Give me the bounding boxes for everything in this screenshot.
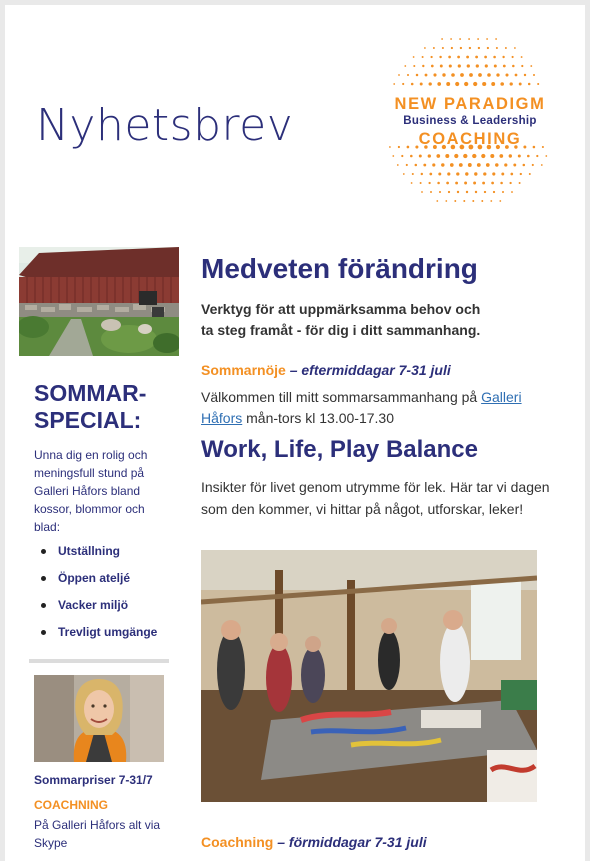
logo-dot (511, 191, 513, 193)
logo-dot (439, 56, 441, 58)
logo-dot (438, 173, 441, 176)
logo-dot (504, 163, 507, 166)
logo-dot (430, 56, 432, 58)
logo-dot (545, 155, 547, 157)
work-life-play-heading: Work, Life, Play Balance (201, 436, 478, 463)
logo-dot (496, 47, 498, 49)
logo-dot (449, 64, 452, 67)
logo-dot (475, 56, 478, 59)
logo-dot (518, 155, 521, 158)
logo-dot (445, 200, 447, 202)
logo-dot (403, 173, 405, 175)
logo-dot (422, 56, 424, 58)
logo-dot (501, 173, 504, 176)
logo-line-1: NEW PARADIGM (394, 95, 546, 113)
logo-dot (407, 74, 409, 76)
logo-dot (466, 56, 469, 59)
logo-dot (446, 82, 450, 86)
logo-dot (532, 164, 534, 166)
coachning-label: Coachning (201, 834, 274, 850)
summer-price-label: Sommarpriser 7-31/7 (34, 773, 153, 787)
logo-dot (430, 191, 432, 193)
logo-dot (486, 38, 488, 40)
logo-dot (473, 182, 476, 185)
main-heading: Medveten förändring (201, 253, 478, 284)
logo-dot (429, 82, 432, 85)
logo-dot (433, 47, 435, 49)
logo-dot (441, 163, 444, 166)
list-item: Utställning (34, 542, 157, 569)
logo-dot (512, 56, 514, 58)
work-life-play-paragraph: Insikter för livet genom utrymme för lek. Här tar vi dagen som den kommer, vi hittar på något, utforskar, leker! (201, 479, 550, 517)
logo-dot (436, 200, 438, 202)
logo-dot (421, 191, 423, 193)
logo-dot (469, 47, 471, 49)
logo-dot (457, 191, 459, 193)
logo-dot (450, 163, 454, 167)
lead-line-2: ta steg framåt - för dig i ditt sammanhang. (201, 322, 481, 338)
logo-dot (521, 65, 523, 67)
logo-dot (521, 56, 523, 58)
coachning-subheading (201, 834, 427, 850)
logo-dot (500, 82, 504, 86)
logo-dot (392, 155, 394, 157)
sommar-special-line-1: SOMMAR- (34, 380, 147, 406)
logo-dot (459, 38, 461, 40)
logo-dot (425, 74, 428, 77)
logo-dot (490, 154, 494, 158)
logo-dot (519, 182, 521, 184)
logo-line-3: COACHING (418, 130, 522, 148)
coach-portrait (34, 675, 164, 762)
logo-dot (491, 182, 494, 185)
logo-dot (432, 163, 435, 166)
logo-dot (529, 173, 531, 175)
logo-dot (505, 73, 508, 76)
logo-dot (533, 74, 535, 76)
logo-dot (473, 82, 477, 86)
logo-dot (537, 83, 539, 85)
sidebar-divider (29, 659, 169, 663)
logo-dot (436, 154, 440, 158)
logo-dot (411, 182, 413, 184)
logo-dot (441, 38, 443, 40)
logo-dot (477, 38, 479, 40)
logo-dot (541, 164, 543, 166)
logo-dot (475, 191, 477, 193)
logo-dot (455, 182, 458, 185)
logo-dot (512, 65, 515, 68)
logo-dot (401, 155, 403, 157)
list-item: Trevligt umgänge (34, 623, 157, 650)
newsletter-sheet (5, 5, 585, 861)
logo-dot (412, 173, 414, 175)
logo-dot (448, 191, 450, 193)
logo-dot (496, 73, 499, 76)
logo-dot (393, 83, 395, 85)
logo-dot (499, 154, 503, 158)
logo-dot (478, 73, 482, 77)
logo-dot (502, 56, 504, 58)
logo-dot (491, 82, 495, 86)
welcome-text-after: mån-tors kl 13.00-17.30 (242, 410, 394, 426)
logo-dot (424, 47, 426, 49)
logo-dot (460, 47, 462, 49)
logo-dot (442, 73, 445, 76)
logo-dot (451, 47, 453, 49)
sommarnoje-label: Sommarnöje (201, 362, 286, 378)
logo-dot (419, 155, 422, 158)
logo-dot (428, 182, 430, 184)
sommarnoje-subheading (201, 362, 451, 378)
logo-dot (465, 172, 468, 175)
lead-line-1: Verktyg för att uppmärksamma behov och (201, 301, 481, 317)
logo-dot (514, 47, 516, 49)
logo-dot (437, 82, 441, 86)
logo-dot (464, 182, 467, 185)
logo-dot (477, 163, 481, 167)
logo-dot (485, 64, 488, 67)
logo-dot (437, 182, 440, 185)
logo-dot (464, 82, 468, 86)
logo-dot (468, 38, 470, 40)
logo-dot (455, 82, 459, 86)
logo-dot (447, 172, 450, 175)
logo-dot (487, 73, 491, 77)
logo-dot (445, 154, 449, 158)
list-item: Vacker miljö (34, 596, 157, 623)
logo-dot (398, 74, 400, 76)
logo-dot (486, 163, 490, 167)
logo-dot (478, 47, 480, 49)
logo-dot (397, 164, 399, 166)
logo-dot (530, 65, 532, 67)
logo-dot (450, 38, 452, 40)
logo-dot (468, 163, 472, 167)
logo-dot (492, 172, 495, 175)
logo-dot (524, 74, 526, 76)
sommarnoje-detail: – eftermiddagar 7-31 juli (285, 362, 451, 378)
logo-dot (519, 83, 522, 86)
logo-dot (439, 191, 441, 193)
sommar-special-heading (34, 380, 146, 434)
logo-dot (416, 74, 419, 77)
sommar-special-list (34, 542, 157, 650)
logo-dot (451, 73, 455, 77)
logo-dot (431, 65, 434, 68)
logo-dot (493, 191, 495, 193)
logo-dot (510, 82, 513, 85)
logo-dot (457, 56, 460, 59)
logo-dot (502, 191, 504, 193)
logo-dot (456, 172, 459, 175)
logo-dot (459, 163, 463, 167)
logo-dot (481, 154, 485, 158)
coaching-text: På Galleri Håfors alt via Skype (34, 818, 161, 850)
logo-dot (428, 154, 431, 157)
logo-dot (463, 200, 465, 202)
logo-dot (482, 182, 485, 185)
logo-dot (410, 155, 413, 158)
coaching-label: COACHNING (34, 798, 108, 812)
logo-dot (460, 73, 464, 77)
list-item: Öppen ateljé (34, 569, 157, 596)
welcome-text-before: Välkommen till mitt sommarsammanhang på (201, 389, 482, 405)
logo-dot (503, 65, 506, 68)
logo-dot (493, 56, 496, 59)
logo-dot (413, 56, 415, 58)
logo-dot (527, 155, 530, 158)
logo-dot (513, 164, 516, 167)
logo-dot (523, 164, 526, 167)
logo-dot (484, 191, 486, 193)
barn-photo (19, 247, 179, 356)
logo-dot (440, 65, 443, 68)
logo-dot (466, 191, 468, 193)
logo-dot (404, 65, 406, 67)
logo-dot (458, 64, 461, 67)
lead-paragraph (201, 299, 541, 341)
logo-dot (495, 38, 497, 40)
logo-dot (481, 200, 483, 202)
logo-dot (520, 173, 522, 175)
logo-dot (509, 154, 512, 157)
logo-dot (510, 173, 513, 176)
logo-dot (505, 47, 507, 49)
newsletter-title: Nyhetsbrev (36, 100, 294, 151)
logo-dot (454, 200, 456, 202)
logo-dot (402, 83, 404, 85)
logo-dot (494, 65, 497, 68)
logo-dot (406, 164, 408, 166)
logo-dot (515, 74, 518, 77)
logo-dot (454, 154, 458, 158)
logo-dot (448, 56, 451, 59)
new-paradigm-logo (380, 29, 560, 214)
welcome-paragraph (201, 387, 551, 429)
logo-dot (423, 164, 426, 167)
logo-dot (422, 65, 424, 67)
sommar-special-intro: Unna dig en rolig och meningsfull stund på Galleri Håfors bland kossor, blommor och blad: (34, 448, 148, 534)
logo-dot (482, 82, 486, 86)
logo-dot (411, 83, 414, 86)
logo-dot (484, 56, 487, 59)
logo-dot (472, 154, 476, 158)
logo-dot (483, 172, 486, 175)
logo-dot (499, 200, 501, 202)
logo-dot (487, 47, 489, 49)
logo-dot (420, 182, 422, 184)
logo-dot (490, 200, 492, 202)
logo-dot (467, 64, 470, 67)
sommar-special-line-2: SPECIAL: (34, 407, 142, 433)
logo-dot (474, 172, 477, 175)
coachning-detail: – förmiddagar 7-31 juli (273, 834, 427, 850)
logo-dot (420, 83, 423, 86)
logo-dot (446, 182, 449, 185)
logo-dot (495, 163, 498, 166)
logo-dot (509, 182, 511, 184)
logo-dot (433, 73, 436, 76)
logo-dot (500, 182, 503, 185)
logo-dot (472, 200, 474, 202)
logo-dot (429, 173, 432, 176)
logo-dot (463, 154, 467, 158)
logo-dot (415, 164, 418, 167)
logo-dot (442, 47, 444, 49)
logo-line-2: Business & Leadership (403, 115, 537, 127)
logo-dot (469, 73, 473, 77)
logo-dot (413, 65, 415, 67)
logo-dot (528, 83, 531, 86)
galleri-hafors-link[interactable]: Galleri Håfors (201, 389, 522, 426)
logo-dot (421, 173, 423, 175)
workshop-photo (201, 550, 537, 802)
logo-dot (536, 155, 538, 157)
logo-dot (476, 64, 479, 67)
